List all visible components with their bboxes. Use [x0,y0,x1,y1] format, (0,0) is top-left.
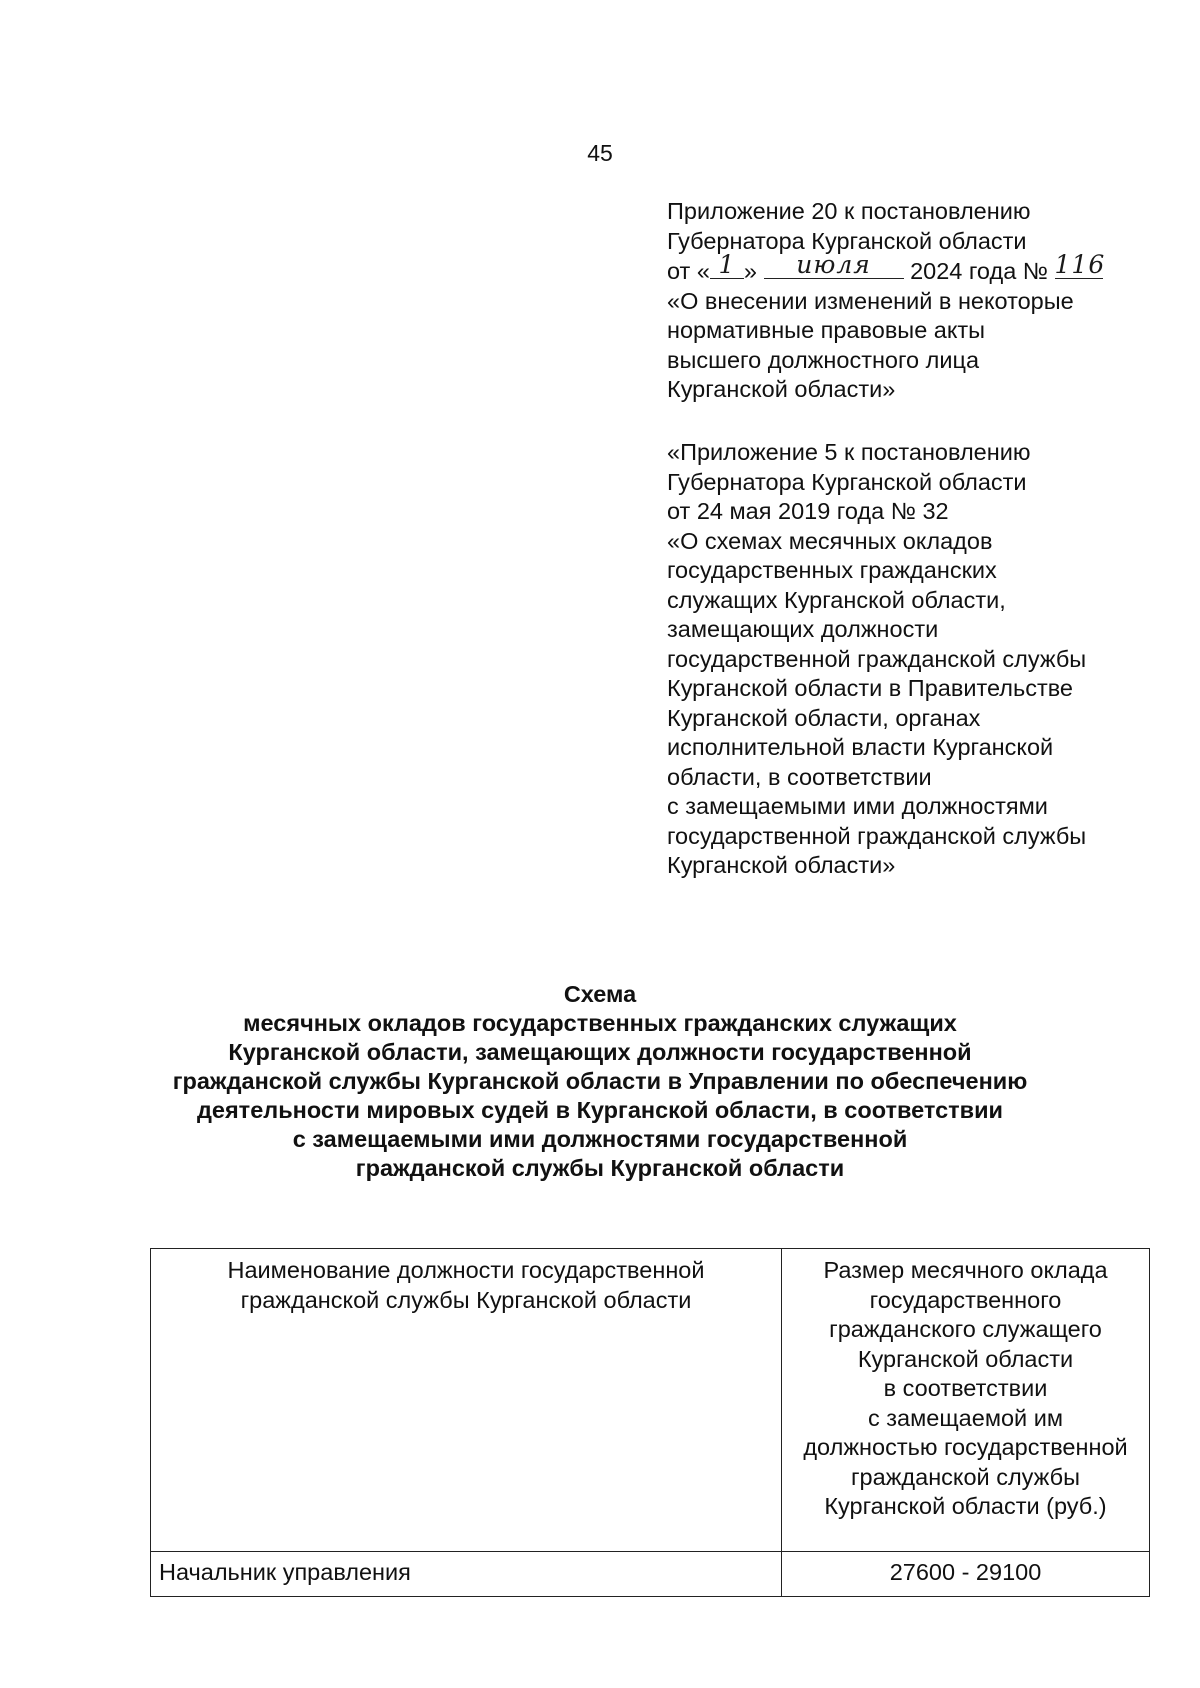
header-salary-line: государственного [869,1286,1062,1313]
day-field [710,250,744,279]
header-salary-line: Курганской области [857,1345,1074,1372]
appendix-5-line: государственной гражданской службы [667,645,1087,672]
appendix-5-line: с замещаемыми ими должностями [667,793,1048,819]
appendix-5-block [667,438,1187,881]
header-salary-size [782,1249,1150,1552]
appendix-5-line: государственных гражданских [667,557,997,583]
appendix-20-line6: высшего должностного лица [667,346,980,373]
appendix-5-line: государственной гражданской службы [667,822,1087,849]
title-line: гражданской службы Курганской области в Управлении по обеспечению [172,1068,1028,1094]
title-line: деятельности мировых судей в Курганской области, в соответствии [196,1097,1003,1123]
appendix-5-line: «О схемах месячных окладов [667,527,993,554]
appendix-20-block [667,197,1187,405]
appendix-5-line: «Приложение 5 к постановлению [667,439,1031,465]
header-salary-line: Размер месячного оклада [823,1257,1108,1283]
title-line: Схема [563,981,637,1007]
title-line: месячных окладов государственных гражданских служащих [243,1010,957,1036]
appendix-5-line: замещающих должности [667,616,939,642]
appendix-5-line: области, в соответствии [667,763,932,790]
appendix-5-line: Губернатора Курганской области [667,468,1027,495]
appendix-20-line7: Курганской области» [667,376,896,402]
salary-cell: 27600 - 29100 [782,1552,1150,1597]
header-salary-line: гражданской службы [850,1463,1081,1490]
appendix-5-line: от 24 мая 2019 года № 32 [667,498,949,524]
table-header-row [151,1249,1150,1552]
page-number: 45 [587,140,613,166]
title-line: Курганской области, замещающих должности государственной [228,1039,972,1065]
title-line: гражданской службы Курганской области [355,1155,845,1181]
number-field [1054,250,1106,279]
salary-table [150,1248,1150,1597]
appendix-20-line2: Губернатора Курганской области [667,227,1027,254]
header-salary-line: должностью государственной [803,1434,1128,1460]
title-line: с замещаемыми ими должностями государственной [292,1126,908,1152]
header-salary-line: Курганской области (руб.) [824,1493,1107,1519]
appendix-5-line: Курганской области, органах [667,704,981,731]
appendix-5-line: Курганской области в Правительстве [667,675,1073,701]
appendix-20-date-line [667,250,1187,287]
header-salary-line: гражданского служащего [829,1316,1102,1342]
year-text: 2024 года № [910,258,1048,284]
appendix-5-line: исполнительной власти Курганской [667,734,1054,760]
appendix-5-line: Курганской области» [667,852,896,878]
position-cell: Начальник управления [151,1552,782,1597]
month-field [764,250,904,279]
document-title [0,980,1200,1183]
date-mid: » [743,258,757,284]
appendix-5-line: служащих Курганской области, [667,586,1006,613]
appendix-20-line5: нормативные правовые акты [667,317,986,343]
month-handwritten: июля [796,250,871,279]
table-row [151,1552,1150,1597]
header-salary-line: в соответствии [883,1375,1048,1401]
appendix-20-line4: «О внесении изменений в некоторые [667,287,1074,314]
number-handwritten: 116 [1054,250,1106,279]
header-position-name: Наименование должности государственной гражданской службы Курганской области [151,1249,782,1552]
day-handwritten: 1 [718,250,736,279]
header-salary-line: с замещаемой им [868,1404,1063,1431]
appendix-20-line1: Приложение 20 к постановлению [667,198,1031,224]
date-prefix: от « [667,258,710,284]
